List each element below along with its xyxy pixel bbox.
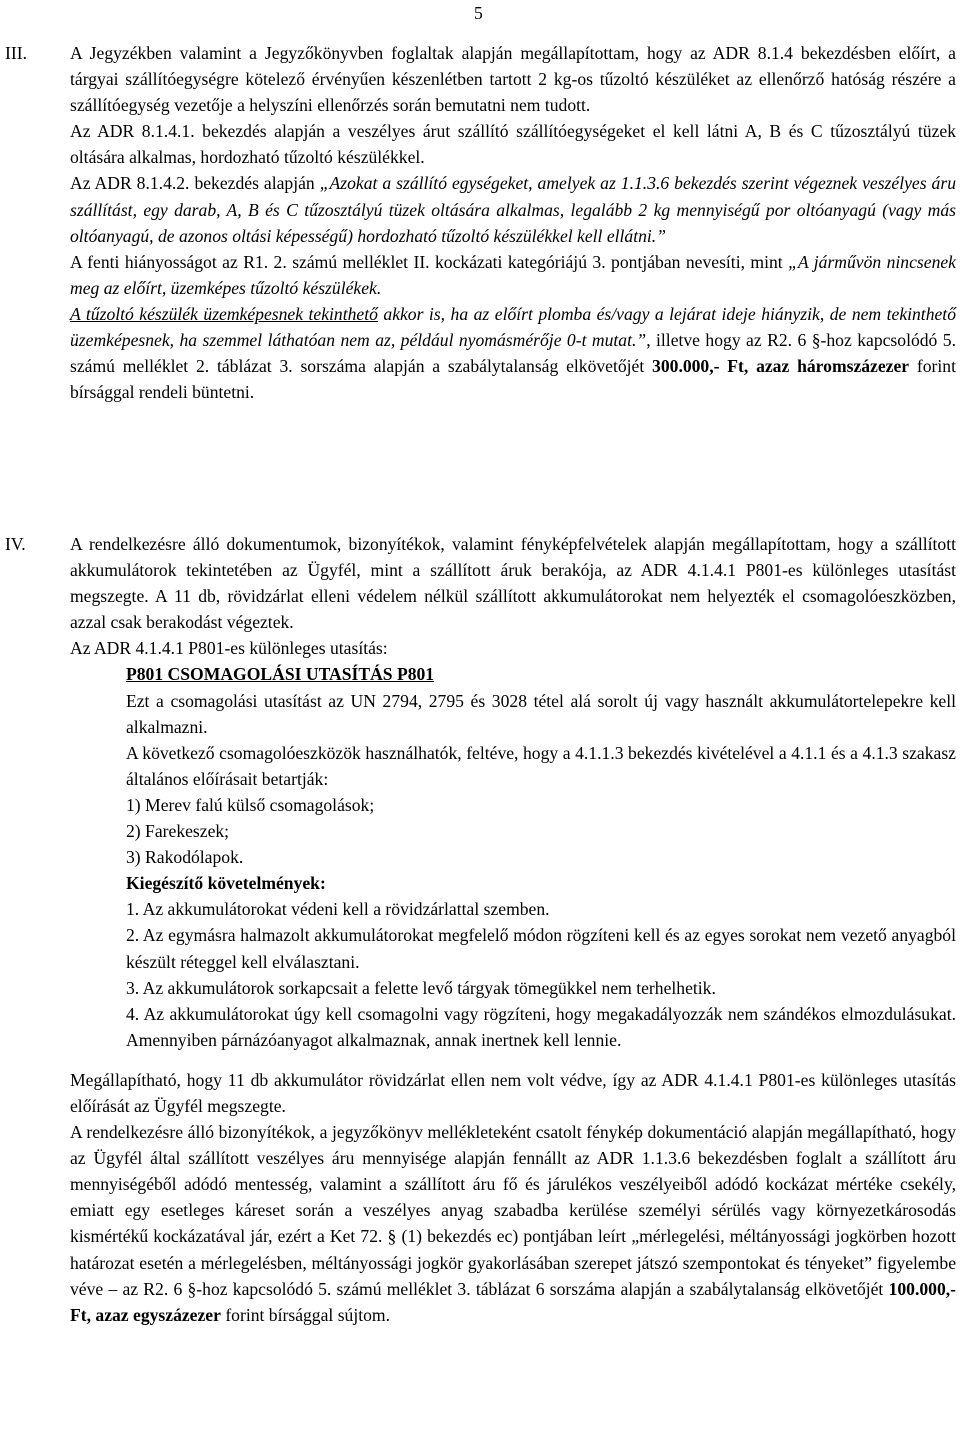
section-number: IV. bbox=[5, 534, 26, 554]
quote-text: akkor is, ha az előírt plomba és/vagy a lejárat ideje hiányzik, de nem tekinthető üzemképesnek, ha szemmel láthatóan nem az, például nyomásmérője 0-t mutat.” bbox=[70, 303, 956, 351]
spacer bbox=[70, 1053, 956, 1067]
paragraph bbox=[70, 170, 956, 248]
list-item: 3. Az akkumulátorok sorkapcsait a felette levő tárgyak tömegükkel nem terhelhetik. bbox=[126, 977, 716, 998]
page-number: 5 bbox=[474, 3, 483, 23]
section-iv bbox=[0, 531, 960, 1328]
list-item: 1) Merev falú külső csomagolások; bbox=[126, 794, 375, 815]
underlined-quote-text: A tűzoltó készülék üzemképesnek tekinthető bbox=[70, 303, 378, 324]
paragraph: A Jegyzékben valamint a Jegyzőkönyvben foglaltak alapján megállapítottam, hogy az ADR 8.1.4 bekezdésben előírt, a tárgyai szállítóegységre kötelező érvényűen készenlétben tartott 2 kg-os tűzoltó készüléket az ellenőrző hatóság részére a szállítóegység vezetője a helyszíni ellenőrzés során bemutatni nem tudott. bbox=[70, 43, 956, 116]
section-body bbox=[70, 40, 956, 405]
paragraph bbox=[70, 249, 956, 301]
paragraph: Megállapítható, hogy 11 db akkumulátor rövidzárlat ellen nem volt védve, így az ADR 4.1.4.1 P801-es különleges utasítás előírását az Ügyfél megszegte. bbox=[70, 1069, 956, 1116]
section-iii bbox=[0, 40, 960, 405]
packaging-instruction bbox=[126, 661, 956, 1052]
text-run: A rendelkezésre álló bizonyítékok, a jegyzőkönyv mellékleteként csatolt fénykép dokumentáció alapján megállapítható, hogy az Ügyfél által szállított veszélyes áru mennyisége alapján fennállt az ADR 1.1.3.6 bekezdésben foglalt a szállított áru mennyiségéből adódó mentesség, valamint a szállított áru fő és járulékos veszélyeiből adódó kockázat mértéke csekély, emiatt egy esetleges káreset során a veszélyes anyag szabadba kerülése személyi sérülés vagy környezetkárosodás kismértékű kockázatával jár, ezért a Ket 72. § (1) bekezdés ec) pontjában leírt „mérlegelési, méltányossági jogkörben hozott határozat esetén a mérlegelésben, méltányossági jogkör gyakorlásában szerepet játszó szempontokat és tényeket” figyelembe véve – az R2. 6 §-hoz kapcsolódó 5. számú melléklet 3. táblázat 6 sorszáma alapján a szabálytalanság elkövetőjét bbox=[70, 1122, 956, 1299]
paragraph: Az ADR 4.1.4.1 P801-es különleges utasítás: bbox=[70, 638, 388, 659]
text-run: , illetve hogy az R2. 6 §-hoz kapcsolódó 5. számú melléklet 2. táblázat 3. sorszáma alapján a szabálytalanság elkövetőjét bbox=[70, 330, 956, 377]
instruction-heading: P801 CSOMAGOLÁSI UTASÍTÁS P801 bbox=[126, 664, 435, 685]
paragraph: A rendelkezésre álló dokumentumok, bizonyítékok, valamint fényképfelvételek alapján megállapítottam, hogy a szállított akkumulátorok tekintetében az Ügyfél, mint a szállított áruk berakója, az ADR 4.1.4.1 P801-es különleges utasítást megszegte. A 11 db, rövidzárlat elleni védelem nélkül szállított akkumulátorokat nem helyezték el csomagolóeszközben, azzal csak berakodást végeztek. bbox=[70, 534, 956, 633]
text-run: Az ADR 8.1.4.2. bekezdés alapján bbox=[70, 173, 320, 194]
paragraph bbox=[70, 301, 956, 405]
list-item: 3) Rakodólapok. bbox=[126, 847, 244, 868]
section-body bbox=[70, 531, 956, 1328]
quote-text: „A járművön nincsenek meg az előírt, üzemképes tűzoltó készülékek. bbox=[70, 251, 956, 298]
text-run: forint bírsággal rendeli büntetni. bbox=[70, 356, 956, 403]
fine-amount: 300.000,- Ft, azaz háromszázezer bbox=[652, 356, 910, 377]
paragraph bbox=[70, 1119, 956, 1328]
list-item: 2) Farekeszek; bbox=[126, 821, 230, 842]
list-item: 4. Az akkumulátorokat úgy kell csomagolni vagy rögzíteni, hogy megakadályozzák nem szándékos elmozdulásukat. Amennyiben párnázóanyagot alkalmaznak, annak inertnek kell lennie. bbox=[126, 1003, 956, 1050]
quote-text: „Azokat a szállító egységeket, amelyek az 1.1.3.6 bekezdés szerint végeznek veszélyes áru szállítást, egy darab, A, B és C tűzosztályú tüzek oltására alkalmas, legalább 2 kg mennyiségű por oltóanyagú (vagy más oltóanyagú, de azonos oltási képességű) hordozható tűzoltó készülékkel kell ellátni.” bbox=[70, 173, 956, 246]
list-item: 1. Az akkumulátorokat védeni kell a rövidzárlattal szemben. bbox=[126, 899, 550, 920]
section-number: III. bbox=[5, 43, 27, 63]
requirements-heading: Kiegészítő követelmények: bbox=[126, 873, 326, 894]
list-item: 2. Az egymásra halmazolt akkumulátorokat megfelelő módon rögzíteni kell és az egyes sorokat nem vezető anyagból készült réteggel kell elválasztani. bbox=[126, 925, 956, 972]
text-run: forint bírsággal sújtom. bbox=[220, 1304, 390, 1325]
instruction-text: A következő csomagolóeszközök használhatók, feltéve, hogy a 4.1.1.3 bekezdés kivételével a 4.1.1 és a 4.1.3 szakasz általános előírásait betartják: bbox=[126, 742, 956, 789]
text-run: A fenti hiányosságot az R1. 2. számú melléklet II. kockázati kategóriájú 3. pontjában nevesíti, mint bbox=[70, 251, 789, 272]
paragraph: Az ADR 8.1.4.1. bekezdés alapján a veszélyes árut szállító szállítóegységeket el kell látni A, B és C tűzosztályú tüzek oltására alkalmas, hordozható tűzoltó készülékkel. bbox=[70, 121, 956, 168]
fine-amount: 100.000,- Ft, azaz egyszázezer bbox=[70, 1278, 956, 1325]
instruction-text: Ezt a csomagolási utasítást az UN 2794, 2795 és 3028 tétel alá sorolt új vagy használt akkumulátortelepekre kell alkalmazni. bbox=[126, 690, 956, 737]
